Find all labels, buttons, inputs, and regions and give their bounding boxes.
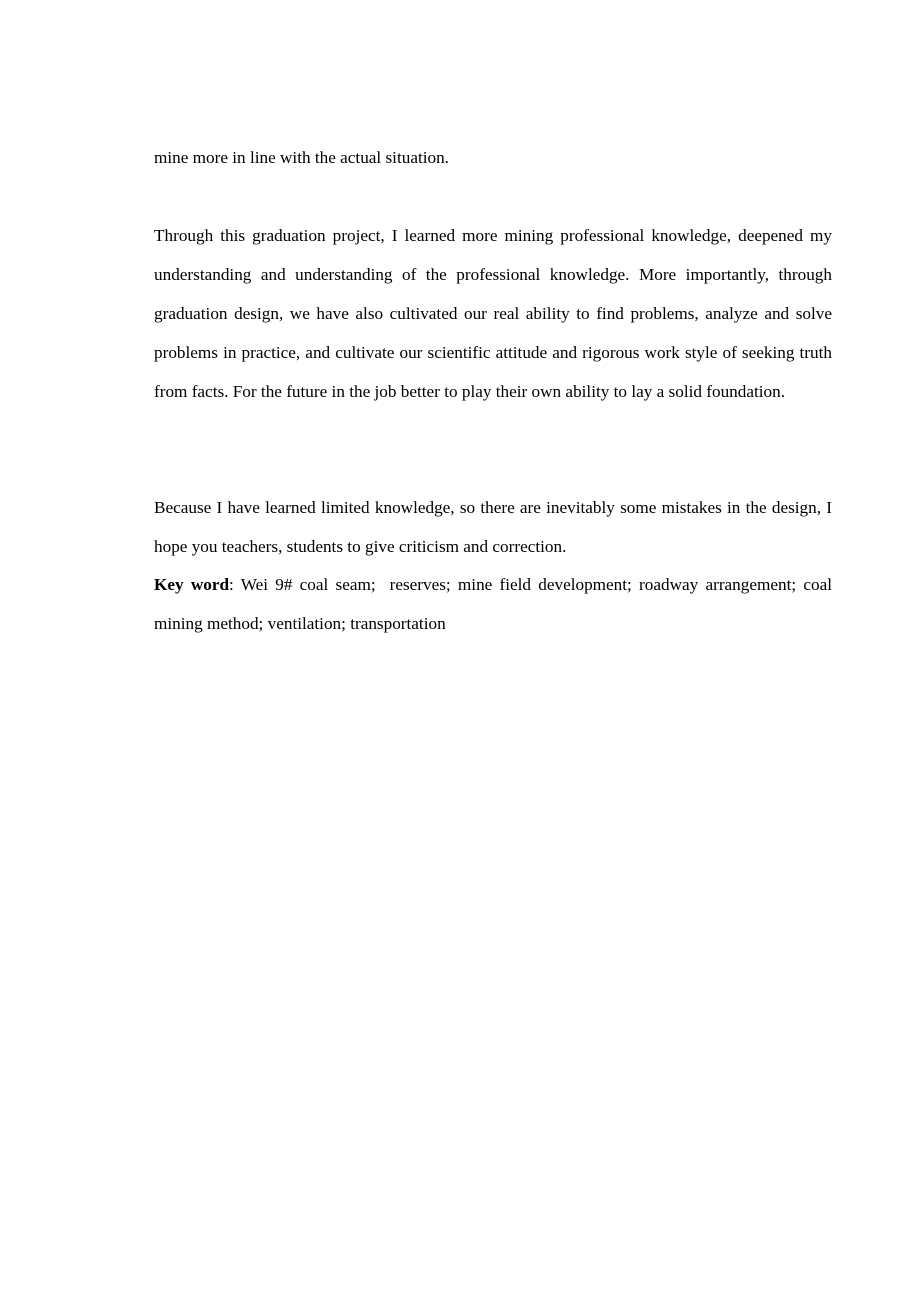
keywords-separator: : — [229, 575, 241, 594]
keywords-line — [154, 565, 832, 643]
paragraph-continuation: mine more in line with the actual situation. — [154, 148, 449, 167]
keyword-first: Wei 9# coal seam; — [240, 575, 376, 594]
keywords-rest: reserves; mine field development; roadway arrangement; coal mining method; ventilation; transportation — [154, 575, 832, 633]
paragraph-limitations: Because I have learned limited knowledge, so there are inevitably some mistakes in the design, I hope you teachers, students to give criticism and correction. — [154, 498, 832, 556]
paragraph-graduation-project: Through this graduation project, I learned more mining professional knowledge, deepened my understanding and understanding of the professional knowledge. More importantly, through graduation design, we have also cultivated our real ability to find problems, analyze and solve problems in practice, and cultivate our scientific attitude and rigorous work style of seeking truth from facts. For the future in the job better to play their own ability to lay a solid foundation. — [154, 226, 832, 401]
keywords-label: Key word — [154, 575, 230, 594]
